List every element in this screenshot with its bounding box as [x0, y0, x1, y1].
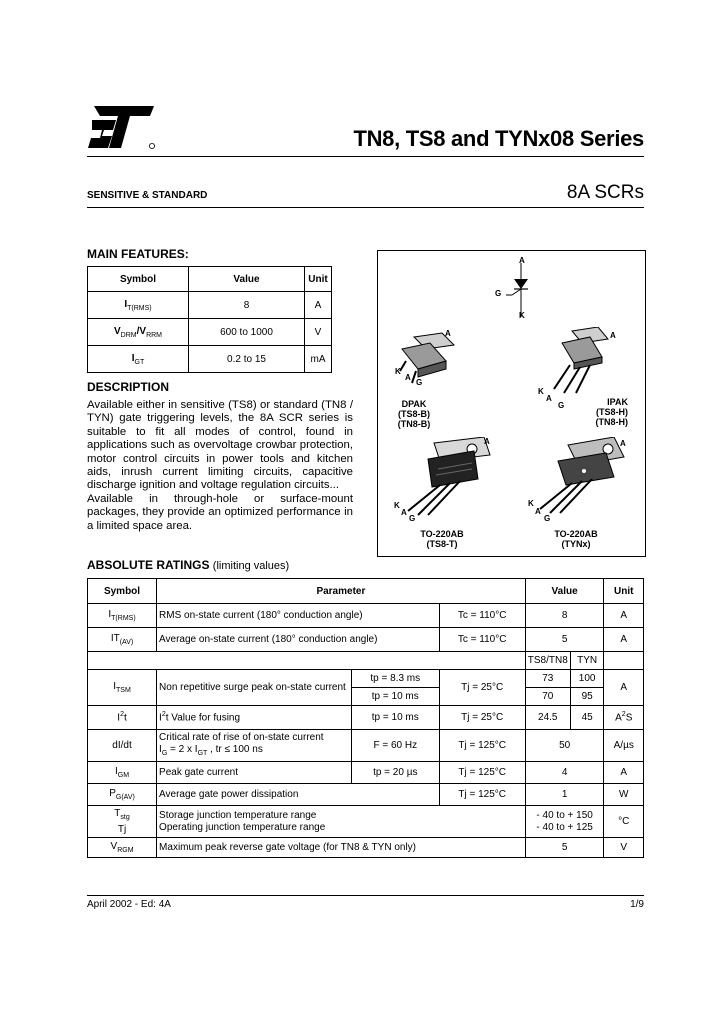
ar-symbol: $P_{G(AV)}$: [88, 784, 157, 806]
table-row: [88, 604, 644, 628]
ar-tp: tp = 8.3 ms: [351, 670, 439, 688]
title-rule: [87, 156, 644, 157]
subtitle-rule: [87, 207, 644, 208]
ar-param: RMS on-state current (180° conduction angle): [157, 604, 440, 628]
dpak-pin-a: A: [445, 329, 451, 338]
ar-col-parameter: Parameter: [157, 579, 526, 604]
main-features-heading: MAIN FEATURES:: [87, 247, 189, 261]
ar-param: Average gate power dissipation: [157, 784, 440, 806]
footer-page: 1/9: [630, 899, 644, 910]
ipak-pin-g: G: [558, 401, 565, 410]
ipak-pin-a: A: [610, 331, 616, 340]
ar-cond: Tj = 125°C: [439, 762, 525, 784]
package-figure: [377, 250, 646, 557]
ar-param: Storage junction temperature range Operating junction temperature range: [157, 806, 526, 838]
ar-value: 5: [525, 838, 604, 858]
ar-unit: A: [604, 604, 644, 628]
table-row: [88, 706, 644, 730]
ratings-heading: ABSOLUTE RATINGS (limiting values): [87, 558, 290, 572]
ar-symbol: $I_{TSM}$: [88, 670, 157, 706]
table-row: [88, 346, 332, 373]
ipak-label: IPAK (TS8-H) (TN8-H): [595, 397, 628, 427]
ar-cond: Tj = 125°C: [439, 784, 525, 806]
table-row: [88, 838, 644, 858]
description-text: [87, 399, 353, 533]
mf-value: 600 to 1000: [189, 319, 305, 346]
absolute-ratings-table: [87, 578, 644, 858]
scr-pin-g: G: [495, 289, 502, 298]
ar-value: 1: [525, 784, 604, 806]
table-row: [88, 319, 332, 346]
dpak-package-icon: [392, 331, 462, 391]
footer-rule: [87, 895, 644, 896]
ar-value: - 40 to + 150 - 40 to + 125: [525, 806, 604, 838]
mf-col-unit: Unit: [305, 267, 332, 292]
to220-ts8-pin-k: K: [394, 501, 400, 510]
ar-value: 70: [525, 688, 570, 706]
ar-cond: Tj = 25°C: [439, 670, 525, 706]
scr-pin-k: K: [519, 311, 525, 320]
ar-value: 4: [525, 762, 604, 784]
ar-param: $I^2t$ Value for fusing: [157, 706, 352, 730]
table-row: [88, 806, 644, 838]
ar-unit: A/µs: [604, 730, 644, 762]
dpak-label: DPAK (TS8-B) (TN8-B): [397, 399, 431, 429]
ar-value: 45: [570, 706, 604, 730]
ar-cond: Tj = 25°C: [439, 706, 525, 730]
ar-param: Critical rate of rise of on-state current $I_G = 2$ x $I_{GT}$ , tr ≤ 100 ns: [157, 730, 352, 762]
to220-tyn-pin-a2: A: [535, 507, 541, 516]
ar-unit: A: [604, 628, 644, 652]
ar-cond: Tc = 110°C: [439, 628, 525, 652]
ar-col-value: Value: [525, 579, 604, 604]
mf-value: 8: [189, 292, 305, 319]
ar-subcol-tyn: TYN: [570, 652, 604, 670]
table-row: [88, 628, 644, 652]
table-row: [88, 292, 332, 319]
ar-cond: Tj = 125°C: [439, 730, 525, 762]
ar-unit: A: [604, 670, 644, 706]
ar-symbol: $T_{stg}$ Tj: [88, 806, 157, 838]
page-title: TN8, TS8 and TYNx08 Series: [353, 126, 644, 151]
table-row: [88, 730, 644, 762]
ar-value: 100: [570, 670, 604, 688]
to220-ts8-pin-a: A: [484, 437, 490, 446]
ar-tp: F = 60 Hz: [351, 730, 439, 762]
ar-value: 5: [525, 628, 604, 652]
ipak-package-icon: [548, 327, 618, 397]
st-logo: [86, 102, 156, 152]
ar-param: Maximum peak reverse gate voltage (for TN8 & TYN only): [157, 838, 526, 858]
ar-cond: Tc = 110°C: [439, 604, 525, 628]
ar-unit: V: [604, 838, 644, 858]
main-features-table: [87, 266, 332, 373]
ar-value: 95: [570, 688, 604, 706]
ar-tp: tp = 10 ms: [351, 706, 439, 730]
ar-unit: W: [604, 784, 644, 806]
mf-symbol: $V_{DRM}/V_{RRM}$: [88, 319, 189, 346]
ar-tp: tp = 20 µs: [351, 762, 439, 784]
ar-symbol: $I_{GM}$: [88, 762, 157, 784]
footer-date: April 2002 - Ed: 4A: [87, 899, 171, 910]
ar-symbol: $I_{T(RMS)}$: [88, 604, 157, 628]
dpak-pin-a2: A: [405, 373, 411, 382]
table-row: [88, 670, 644, 688]
to220-ts8-pin-a2: A: [401, 508, 407, 517]
ar-col-unit: Unit: [604, 579, 644, 604]
mf-unit: V: [305, 319, 332, 346]
ar-value: 73: [525, 670, 570, 688]
table-row: [88, 652, 644, 670]
ar-symbol: $V_{RGM}$: [88, 838, 157, 858]
dpak-pin-k: K: [395, 367, 401, 376]
description-para-2: Available in through-hole or surface-mount packages, they provide an optimized performance in a limited space area.: [87, 492, 353, 532]
to220-ts8-pin-g: G: [409, 514, 416, 523]
ar-value: 24.5: [525, 706, 570, 730]
to220-tyn-label: TO-220AB (TYNx): [554, 529, 598, 549]
ar-symbol: $IT_{(AV)}$: [88, 628, 157, 652]
mf-symbol: $I_{GT}$: [88, 346, 189, 373]
mf-unit: A: [305, 292, 332, 319]
dpak-pin-g: G: [416, 378, 423, 387]
to220-tyn-pin-k: K: [528, 499, 534, 508]
ar-param: Peak gate current: [157, 762, 352, 784]
ar-unit: °C: [604, 806, 644, 838]
subtitle-right: 8A SCRs: [566, 182, 644, 203]
ar-tp: tp = 10 ms: [351, 688, 439, 706]
to220-tyn-package-icon: [528, 437, 628, 517]
to220-tyn-pin-a: A: [620, 439, 626, 448]
ar-value: 8: [525, 604, 604, 628]
mf-col-value: Value: [189, 267, 305, 292]
ar-symbol: $I^2t$: [88, 706, 157, 730]
scr-pin-a: A: [519, 256, 525, 265]
ar-symbol: dI/dt: [88, 730, 157, 762]
ar-value: 50: [525, 730, 604, 762]
ar-unit: $A^2S$: [604, 706, 644, 730]
to220-ts8-label: TO-220AB (TS8-T): [420, 529, 464, 549]
table-row: [88, 762, 644, 784]
description-heading: DESCRIPTION: [87, 380, 170, 394]
ipak-pin-a2: A: [546, 394, 552, 403]
mf-value: 0.2 to 15: [189, 346, 305, 373]
table-row: [88, 784, 644, 806]
to220-tyn-pin-g: G: [544, 514, 551, 523]
description-para-1: Available either in sensitive (TS8) or standard (TN8 / TYN) gate triggering levels, the 8A SCR series is suitable to fit all modes of control, found in applications such as overvoltage crowbar protection, motor control circuits in power tools and kitchen aids, inrush current limiting circuits, capacitive discharge ignition and voltage regulation circuits...: [87, 399, 353, 492]
to220-ts8-package-icon: [394, 437, 494, 517]
ar-unit: A: [604, 762, 644, 784]
mf-col-symbol: Symbol: [88, 267, 189, 292]
ar-param: Non repetitive surge peak on-state current: [157, 670, 352, 706]
mf-symbol: $I_{T(RMS)}$: [88, 292, 189, 319]
mf-unit: mA: [305, 346, 332, 373]
ar-param: Average on-state current (180° conduction angle): [157, 628, 440, 652]
ar-subcol-ts8: TS8/TN8: [525, 652, 570, 670]
ar-col-symbol: Symbol: [88, 579, 157, 604]
ipak-pin-k: K: [538, 387, 544, 396]
subtitle-left: SENSITIVE & STANDARD: [87, 190, 208, 201]
